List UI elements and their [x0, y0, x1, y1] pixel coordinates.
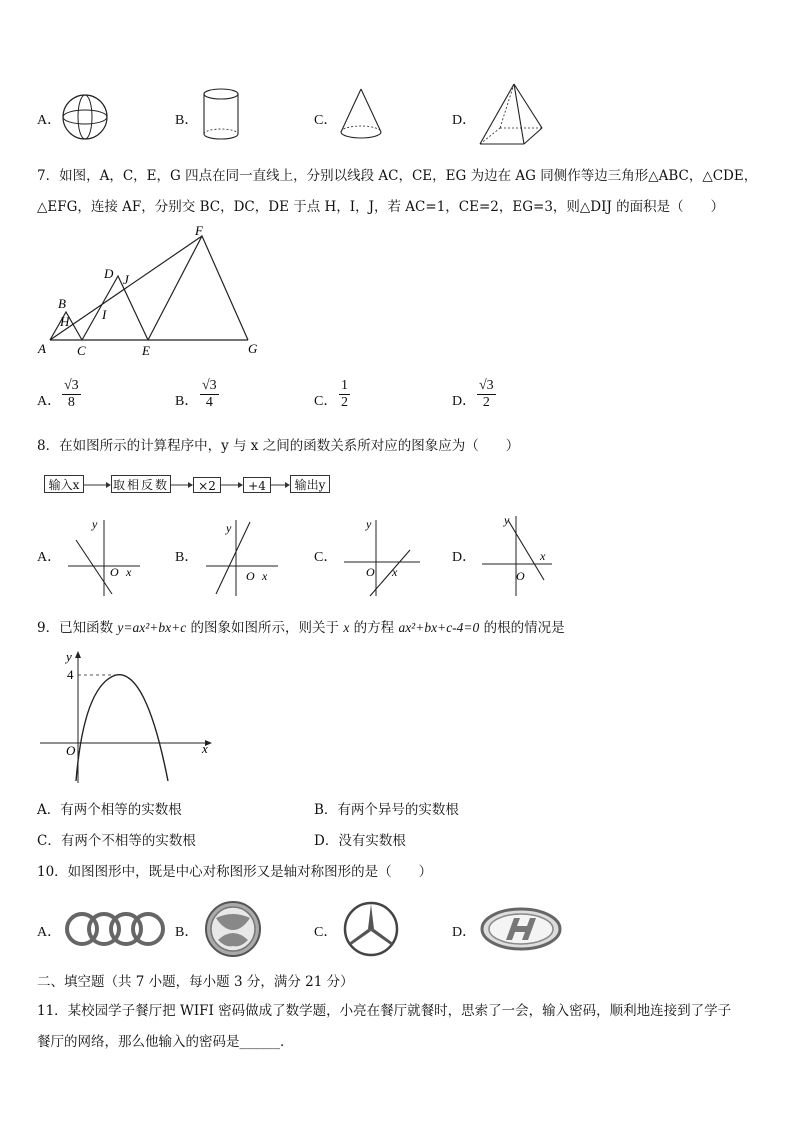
pyramid-figure — [474, 80, 546, 148]
q9-text-d: 的根的情况是 — [479, 620, 565, 636]
q9-text-b: 的图象如图所示，则关于 — [186, 620, 344, 636]
q8-graph-c — [340, 514, 424, 598]
q8-graph-a — [64, 514, 144, 598]
q7-option-c-num: 1 — [341, 378, 348, 393]
q6-option-c-label: C． — [314, 113, 338, 128]
point-label-g: G — [248, 341, 258, 356]
q8-c-y-label: y — [366, 517, 372, 531]
q8-graph-d — [478, 510, 558, 598]
q8-d-origin-label: O — [516, 569, 525, 583]
flow-plus4-box: +4 — [243, 477, 271, 493]
q7-option-b-den: 4 — [205, 395, 213, 410]
point-label-i: I — [102, 307, 107, 322]
q8-text: 8．在如图所示的计算程序中，y 与 x 之间的函数关系所对应的图象应为（ ） — [37, 438, 520, 454]
three-point-star-logo — [342, 900, 400, 958]
point-label-f: F — [195, 223, 203, 238]
q7-option-d-num: √3 — [479, 378, 494, 393]
cylinder-figure — [198, 86, 244, 144]
q9-text-a: 9．已知函数 — [37, 620, 118, 636]
q8-b-y-label: y — [226, 521, 232, 535]
flow-times2-box: ×2 — [193, 477, 221, 493]
q10-text: 10．如图图形中，既是中心对称图形又是轴对称图形的是（ ） — [37, 864, 433, 880]
q9-origin-label: O — [66, 743, 76, 758]
point-label-h: H — [60, 314, 70, 329]
slanted-h-logo — [480, 906, 562, 952]
q7-option-b-label: B． — [175, 394, 199, 409]
q8-b-origin-label: O — [246, 569, 255, 583]
q7-option-d-den: 2 — [482, 395, 490, 410]
q8-option-d-label: D． — [452, 550, 477, 565]
q7-option-a-num: √3 — [64, 378, 79, 393]
q7-option-c-fraction — [339, 378, 350, 411]
q7-option-b-fraction — [200, 378, 219, 411]
q10-option-b-label: B． — [175, 925, 199, 940]
point-label-a: A — [38, 341, 46, 356]
q9-formula-function: y=ax²+bx+c — [117, 620, 187, 635]
flow-negate-box: 取相反数 — [111, 475, 171, 493]
q11-text-line1: 11．某校园学子餐厅把 WIFI 密码做成了数学题，小亮在餐厅就餐时，思索了一会，输入密码，顺利地连接到了学子 — [37, 1003, 732, 1019]
q6-option-d-label: D． — [452, 113, 477, 128]
q10-option-c-label: C． — [314, 925, 338, 940]
q10-option-d-label: D． — [452, 925, 477, 940]
cone-figure — [336, 86, 386, 144]
q8-a-x-label: x — [126, 565, 132, 579]
point-label-j: J — [123, 272, 129, 287]
q9-parabola-graph — [38, 645, 218, 785]
q9-peak-label: 4 — [67, 667, 74, 682]
q7-option-c-den: 2 — [341, 395, 348, 410]
q9-x-label: x — [202, 741, 208, 756]
q9-option-b: B．有两个异号的实数根 — [314, 802, 459, 818]
q8-a-y-label: y — [92, 517, 98, 531]
q9-formula-equation: ax²+bx+c-4=0 — [398, 620, 480, 635]
q7-option-c-label: C． — [314, 394, 338, 409]
q8-c-x-label: x — [392, 565, 398, 579]
q7-option-d-fraction — [477, 378, 496, 411]
q8-c-origin-label: O — [366, 565, 375, 579]
q8-a-origin-label: O — [110, 565, 119, 579]
sphere-figure — [60, 92, 110, 142]
q8-option-a-label: A． — [37, 550, 62, 565]
point-label-e: E — [142, 343, 150, 358]
q7-option-a-label: A． — [37, 394, 62, 409]
q9-option-a: A．有两个相等的实数根 — [37, 802, 182, 818]
q6-option-a-label: A． — [37, 113, 62, 128]
q10-option-a-label: A． — [37, 925, 62, 940]
flow-input-box: 输入x — [44, 475, 84, 493]
q11-text-line2: 餐厅的网络，那么他输入的密码是______． — [37, 1034, 294, 1050]
section-heading: 二、填空题（共 7 小题，每小题 3 分，满分 21 分） — [37, 974, 354, 990]
q7-triangle-figure — [30, 222, 270, 362]
flow-output-box: 输出y — [290, 475, 330, 493]
q7-option-b-num: √3 — [202, 378, 217, 393]
point-label-c: C — [77, 343, 86, 358]
q6-option-b-label: B． — [175, 113, 199, 128]
q9-text — [37, 620, 565, 636]
q9-y-label: y — [66, 649, 72, 664]
q7-option-d-label: D． — [452, 394, 477, 409]
four-rings-logo — [62, 910, 168, 948]
q8-d-x-label: x — [540, 549, 546, 563]
q7-option-a-den: 8 — [67, 395, 75, 410]
q9-option-d: D．没有实数根 — [314, 833, 406, 849]
dragon-emblem-logo — [204, 900, 262, 958]
q7-option-a-fraction — [62, 378, 81, 411]
q9-option-c: C．有两个不相等的实数根 — [37, 833, 196, 849]
q9-var-x: x — [343, 620, 350, 635]
q8-option-b-label: B． — [175, 550, 199, 565]
q8-b-x-label: x — [262, 569, 268, 583]
point-label-b: B — [58, 296, 66, 311]
q8-d-y-label: y — [504, 513, 510, 527]
q7-text-line2: △EFG，连接 AF，分别交 BC，DC，DE 于点 H，I，J，若 AC=1，CE=2，EG=3，则△DIJ 的面积是（ ） — [37, 199, 725, 215]
q8-graph-b — [202, 514, 282, 598]
point-label-d: D — [104, 266, 114, 281]
q8-option-c-label: C． — [314, 550, 338, 565]
flow-arrows — [84, 478, 294, 492]
q7-text-line1: 7．如图，A，C，E，G 四点在同一直线上，分别以线段 AC，CE，EG 为边在 AG 同侧作等边三角形△ABC，△CDE， — [37, 168, 758, 184]
q9-text-c: 的方程 — [349, 620, 399, 636]
